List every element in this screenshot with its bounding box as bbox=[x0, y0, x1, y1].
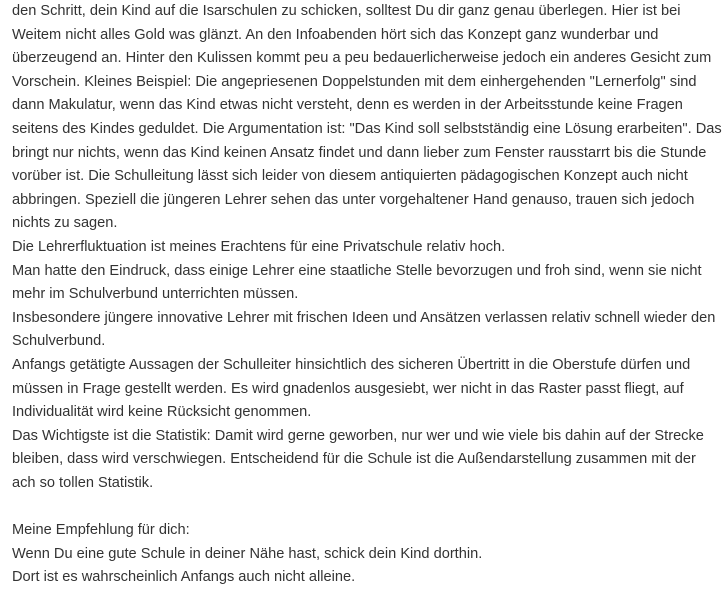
text-line: dann Makulatur, wenn das Kind etwas nicht versteht, denn es werden in der Arbeitsstunde keine Fragen bbox=[12, 97, 683, 114]
text-line: Weitem nicht alles Gold was glänzt. An den Infoabenden hört sich das Konzept ganz wunderbar und bbox=[12, 26, 659, 43]
recommendation-heading: Meine Empfehlung für dich: bbox=[12, 522, 190, 539]
text-line: abbringen. Speziell die jüngeren Lehrer sehen das unter vorgehaltener Hand genauso, trauen sich jedoch bbox=[12, 191, 695, 208]
text-line: mehr im Schulverbund unterrichten müssen. bbox=[12, 286, 299, 303]
text-line: seitens des Kindes geduldet. Die Argumentation ist: "Das Kind soll selbstständig eine Lösung erarbeiten". Das bbox=[12, 120, 722, 137]
text-line: bleiben, dass wird verschwiegen. Entscheidend für die Schule ist die Außendarstellung zusammen mit der bbox=[12, 451, 696, 468]
text-line: ach so tollen Statistik. bbox=[12, 474, 154, 491]
text-line: vorüber ist. Die Schulleitung lässt sich leider von diesem antiquierten pädagogischen Konzept auch nicht bbox=[12, 168, 688, 185]
recommendation-line: Dort ist es wahrscheinlich Anfangs auch nicht alleine. bbox=[12, 569, 356, 586]
text-line: bringt nur nichts, wenn das Kind keinen Ansatz findet und dann lieber zum Fenster rausstarrt bis die Stunde bbox=[12, 144, 707, 161]
text-line: Man hatte den Eindruck, dass einige Lehrer eine staatliche Stelle bevorzugen und froh sind, wenn sie nicht bbox=[12, 262, 702, 279]
text-line: Schulverbund. bbox=[12, 333, 106, 350]
text-line: Das Wichtigste ist die Statistik: Damit wird gerne geworben, nur wer und wie viele bis dahin auf der Strecke bbox=[12, 427, 704, 444]
text-line: Insbesondere jüngere innovative Lehrer mit frischen Ideen und Ansätzen verlassen relativ schnell wieder den bbox=[12, 309, 716, 326]
review-text bbox=[12, 0, 720, 590]
text-line: Die Lehrerfluktuation ist meines Erachtens für eine Privatschule relativ hoch. bbox=[12, 238, 506, 255]
text-line: überzeugend an. Hinter den Kulissen kommt peu a peu bedauerlicherweise jedoch ein anderes Gesicht zum bbox=[12, 50, 712, 67]
text-line: müssen in Frage gestellt werden. Es wird gnadenlos ausgesiebt, wer nicht in das Raster passt fliegt, auf bbox=[12, 380, 684, 397]
text-line: Vorschein. Kleines Beispiel: Die angepriesenen Doppelstunden mit dem einhergehenden "Lernerfolg" sind bbox=[12, 73, 697, 90]
text-line: Anfangs getätigte Aussagen der Schulleiter hinsichtlich des sicheren Übertritt in die Oberstufe dürfen und bbox=[12, 356, 691, 373]
paragraph-spacer bbox=[12, 495, 720, 519]
recommendation-line: Wenn Du eine gute Schule in deiner Nähe hast, schick dein Kind dorthin. bbox=[12, 545, 483, 562]
text-line: nichts zu sagen. bbox=[12, 215, 118, 232]
text-line: Individualität wird keine Rücksicht genommen. bbox=[12, 404, 312, 421]
text-line: den Schritt, dein Kind auf die Isarschulen zu schicken, solltest Du dir ganz genau überlegen. Hier ist bei bbox=[12, 3, 681, 19]
